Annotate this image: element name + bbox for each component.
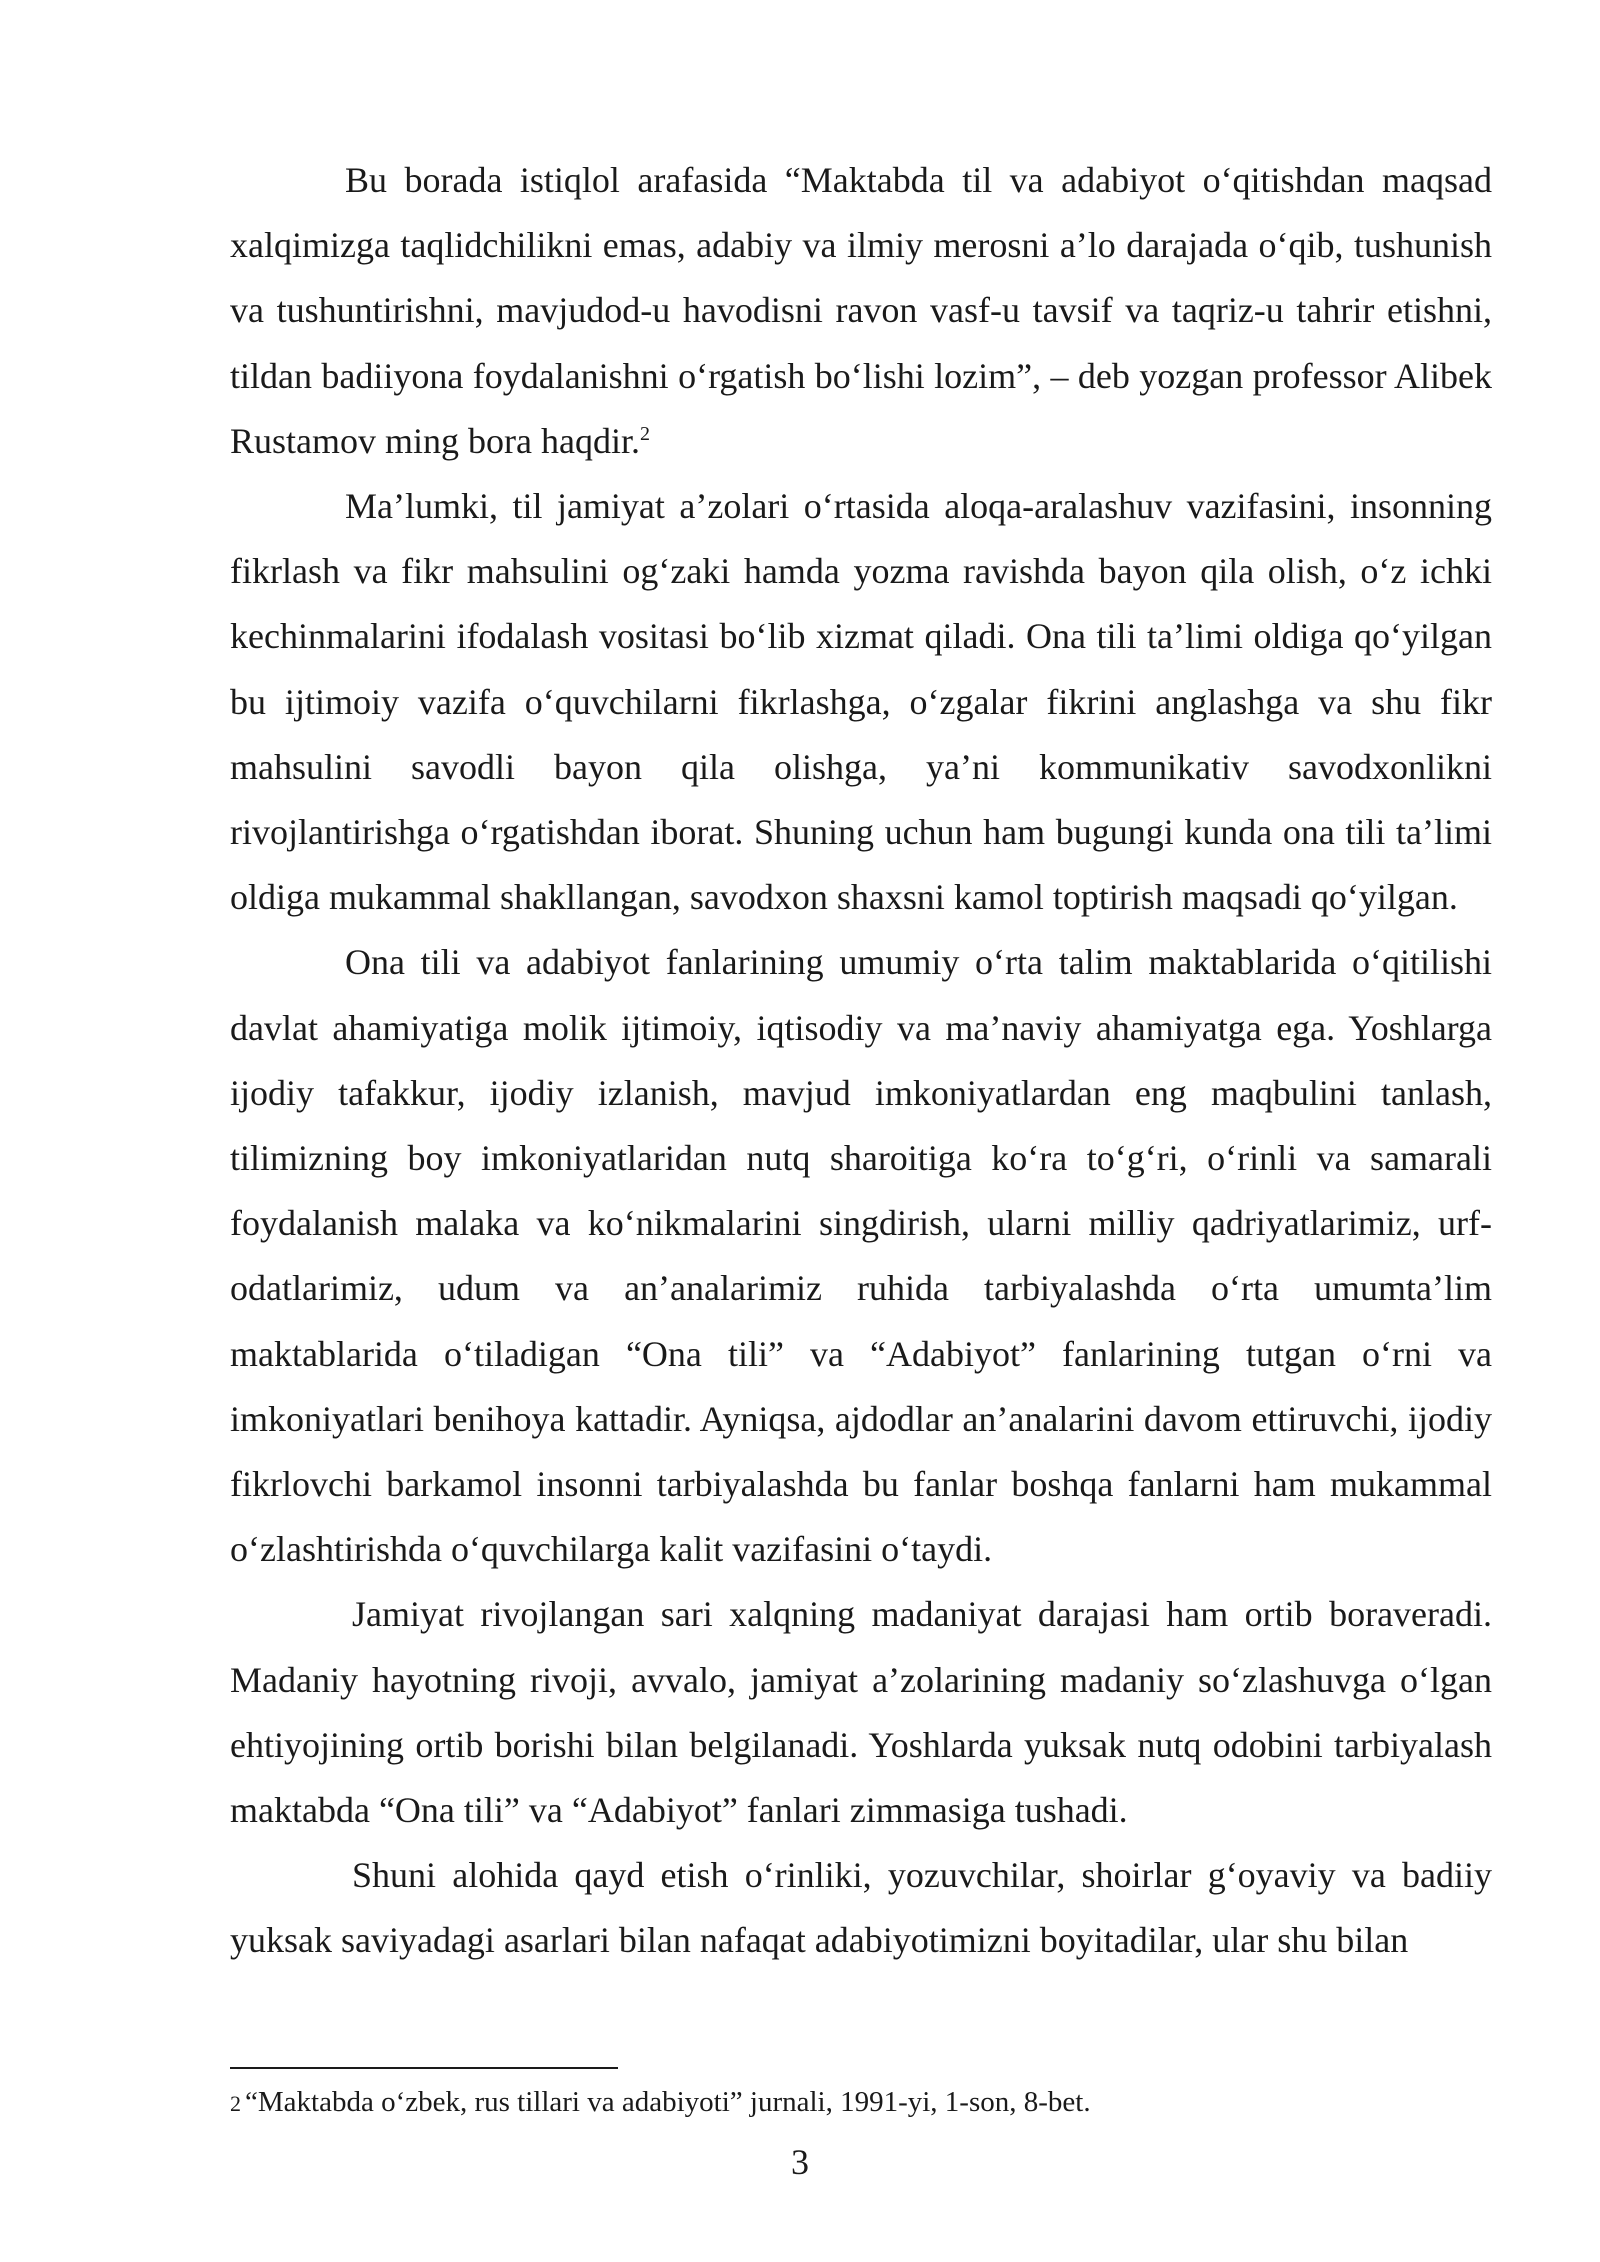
footnote-separator xyxy=(230,2067,618,2069)
footnote-number: 2 xyxy=(230,2091,241,2116)
paragraph-text: Bu borada istiqlol arafasida “Maktabda til va adabiyot o‘qitishdan maqsad xalqimizga taqlidchilikni emas, adabiy va ilmiy merosni a’lo darajada o‘qib, tushunish va tushuntirishni, mavjudod-u havodisni ravon vasf-u tavsif va taqriz-u tahrir etishni, tildan badiiyona foydalanishni o‘rgatish bo‘lishi lozim”, – deb yozgan professor Alibek Rustamov ming bora haqdir. xyxy=(230,160,1492,461)
footnote xyxy=(230,2084,1492,2122)
paragraph-1 xyxy=(230,148,1492,474)
footnote-reference[interactable]: 2 xyxy=(639,422,650,445)
page-number: 3 xyxy=(791,2142,809,2182)
paragraph-3: Ona tili va adabiyot fanlarining umumiy o‘rta talim maktablarida o‘qitilishi davlat ahamiyatiga molik ijtimoiy, iqtisodiy va ma’naviy ahamiyatga ega. Yoshlarga ijodiy tafakkur, ijodiy izlanish, mavjud imkoniyatlardan eng maqbulini tanlash, tilimizning boy imkoniyatlaridan nutq sharoitiga ko‘ra to‘g‘ri, o‘rinli va samarali foydalanish malaka va ko‘nikmalarini singdirish, ularni milliy qadriyatlarimiz, urf-odatlarimiz, udum va an’analarimiz ruhida tarbiyalashda o‘rta umumta’lim maktablarida o‘tiladigan “Ona tili” va “Adabiyot” fanlarining tutgan o‘rni va imkoniyatlari benihoya kattadir. Ayniqsa, ajdodlar an’analarini davom ettiruvchi, ijodiy fikrlovchi barkamol insonni tarbiyalashda bu fanlar boshqa fanlarni ham mukammal o‘zlashtirishda o‘quvchilarga kalit vazifasini o‘taydi. xyxy=(230,942,1492,1570)
footnote-text: “Maktabda o‘zbek, rus tillari va adabiyoti” jurnali, 1991-yi, 1-son, 8-bet. xyxy=(245,2086,1091,2118)
paragraph-2: Ma’lumki, til jamiyat a’zolari o‘rtasida aloqa-aralashuv vazifasini, insonning fikrlash va fikr mahsulini og‘zaki hamda yozma ravishda bayon qila olish, o‘z ichki kechinmalarini ifodalash vositasi bo‘lib xizmat qiladi. Ona tili ta’limi oldiga qo‘yilgan bu ijtimoiy vazifa o‘quvchilarni fikrlashga, o‘zgalar fikrini anglashga va shu fikr mahsulini savodli bayon qila olishga, ya’ni kommunikativ savodxonlikni rivojlantirishga o‘rgatishdan iborat. Shuning uchun ham bugungi kunda ona tili ta’limi oldiga mukammal shakllangan, savodxon shaxsni kamol toptirish maqsadi qo‘yilgan. xyxy=(230,486,1492,918)
paragraph-5: Shuni alohida qayd etish o‘rinliki, yozuvchilar, shoirlar g‘oyaviy va badiiy yuksak saviyadagi asarlari bilan nafaqat adabiyotimizni boyitadilar, ular shu bilan xyxy=(230,1855,1492,1961)
paragraph-4: Jamiyat rivojlangan sari xalqning madaniyat darajasi ham ortib boraveradi. Madaniy hayotning rivoji, avvalo, jamiyat a’zolarining madaniy so‘zlashuvga o‘lgan ehtiyojining ortib borishi bilan belgilanadi. Yoshlarda yuksak nutq odobini tarbiyalash maktabda “Ona tili” va “Adabiyot” fanlari zimmasiga tushadi. xyxy=(230,1594,1492,1831)
page-body xyxy=(230,148,1492,1974)
